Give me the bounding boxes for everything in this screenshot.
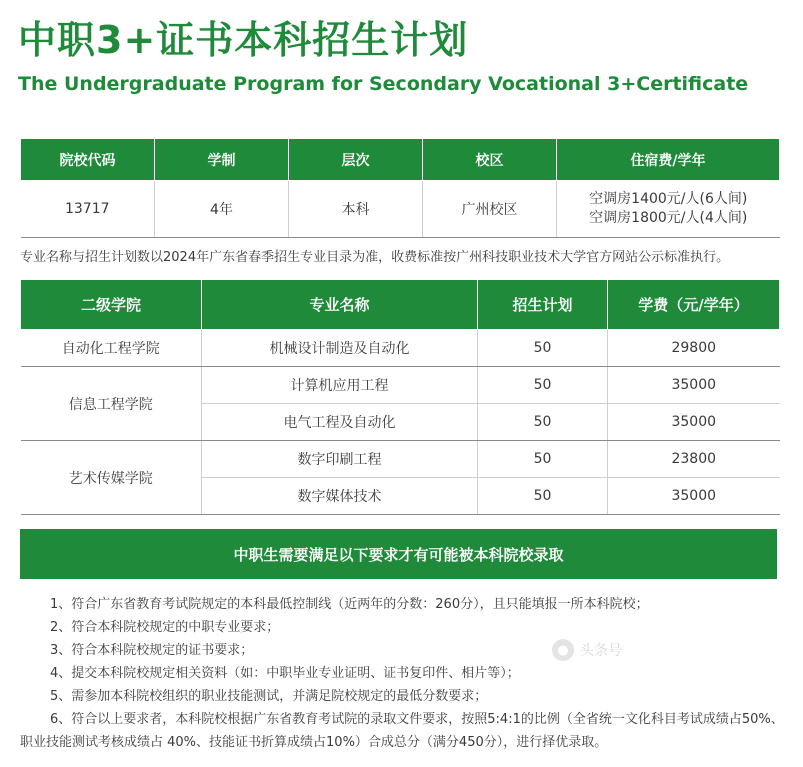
major-cell: 数字印刷工程	[202, 441, 478, 478]
college-cell: 信息工程学院	[21, 367, 202, 441]
program-table	[20, 279, 780, 515]
tuition-cell: 35000	[608, 404, 780, 441]
table-header-row	[21, 139, 780, 181]
watermark-text: 头条号	[580, 643, 622, 659]
plan-cell: 50	[478, 441, 608, 478]
header-level: 层次	[289, 139, 423, 181]
major-cell: 电气工程及自动化	[202, 404, 478, 441]
plan-cell: 50	[478, 330, 608, 367]
header-duration: 学制	[155, 139, 289, 181]
school-info-table	[20, 138, 780, 238]
enrollment-note: 专业名称与招生计划数以2024年广东省春季招生专业目录为准，收费标准按广州科技职业技术大学官方网站公示标准执行。	[20, 250, 730, 265]
header-major: 专业名称	[202, 280, 478, 330]
fee-option-4-person: 空调房1800元/人(4人间)	[589, 210, 748, 226]
header-accommodation-fee: 住宿费/学年	[557, 139, 780, 181]
plan-cell: 50	[478, 404, 608, 441]
fee-option-6-person: 空调房1400元/人(6人间)	[589, 191, 748, 207]
accommodation-fee	[557, 181, 780, 238]
requirement-item: 1、符合广东省教育考试院规定的本科最低控制线（近两年的分数：260分），且只能填报一所本科院校；	[50, 597, 649, 612]
major-cell: 计算机应用工程	[202, 367, 478, 404]
major-cell: 数字媒体技术	[202, 478, 478, 515]
level: 本科	[289, 181, 423, 238]
page-title: 中职3+证书本科招生计划	[18, 18, 469, 62]
college-cell: 艺术传媒学院	[21, 441, 202, 515]
table-header-row	[21, 280, 780, 330]
duration: 4年	[155, 181, 289, 238]
header-tuition: 学费（元/学年）	[608, 280, 780, 330]
page-subtitle: The Undergraduate Program for Secondary Vocational 3+Certificate	[18, 73, 749, 95]
requirement-item: 6、符合以上要求者，本科院校根据广东省教育考试院的录取文件要求，按照5:4:1的比例（全省统一文化科目考试成绩占50%、职业技能测试考核成绩占 40%、技能证书折算成绩占10%）合成总分（满分450分），进行择优录取。	[20, 712, 784, 750]
school-code: 13717	[21, 181, 155, 238]
table-row	[21, 367, 780, 404]
table-row	[21, 441, 780, 478]
watermark-logo-icon: ●	[552, 639, 574, 661]
requirement-item: 2、符合本科院校规定的中职专业要求；	[50, 620, 280, 635]
header-campus: 校区	[423, 139, 557, 181]
plan-cell: 50	[478, 367, 608, 404]
tuition-cell: 29800	[608, 330, 780, 367]
requirement-item: 3、符合本科院校规定的证书要求；	[50, 643, 254, 658]
tuition-cell: 35000	[608, 367, 780, 404]
plan-cell: 50	[478, 478, 608, 515]
tuition-cell: 23800	[608, 441, 780, 478]
requirements-banner: 中职生需要满足以下要求才有可能被本科院校录取	[20, 529, 777, 579]
requirement-item: 5、需参加本科院校组织的职业技能测试，并满足院校规定的最低分数要求；	[50, 689, 488, 704]
requirements-list	[20, 593, 785, 754]
header-college: 二级学院	[21, 280, 202, 330]
watermark	[552, 636, 752, 664]
table-row	[21, 330, 780, 367]
header-school-code: 院校代码	[21, 139, 155, 181]
header-plan: 招生计划	[478, 280, 608, 330]
college-cell: 自动化工程学院	[21, 330, 202, 367]
table-row	[21, 181, 780, 238]
major-cell: 机械设计制造及自动化	[202, 330, 478, 367]
tuition-cell: 35000	[608, 478, 780, 515]
requirement-item: 4、提交本科院校规定相关资料（如：中职毕业专业证明、证书复印件、相片等）；	[50, 666, 520, 681]
campus: 广州校区	[423, 181, 557, 238]
